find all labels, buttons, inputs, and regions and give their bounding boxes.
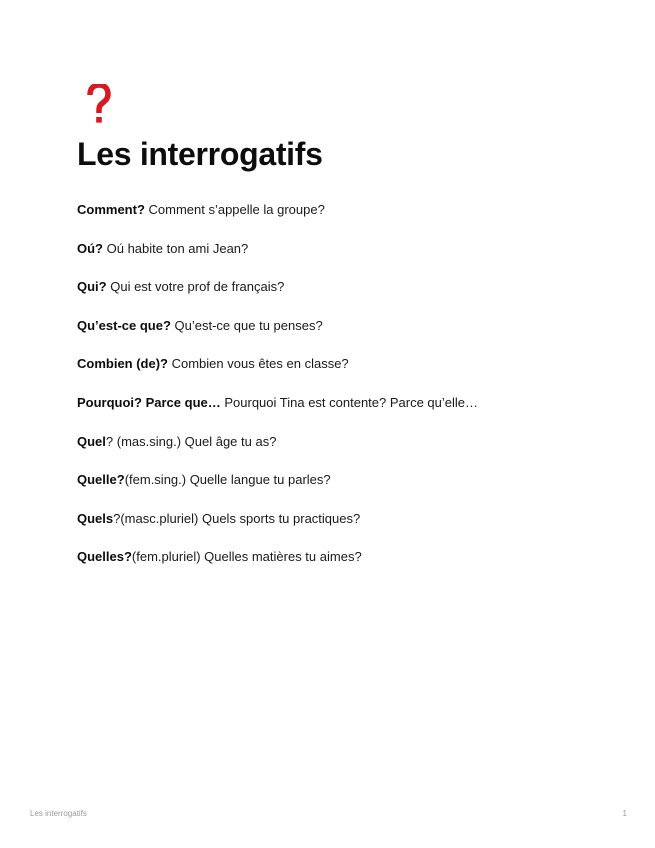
interrogative-term: Quel: [77, 433, 106, 449]
page-number: 1: [622, 809, 627, 818]
interrogative-term: Oú?: [77, 240, 103, 256]
example-sentence: Qui est votre prof de français?: [106, 279, 285, 295]
interrogative-term: Qu’est-ce que?: [77, 317, 171, 333]
list-item: [77, 202, 617, 241]
page-title: Les interrogatifs: [77, 136, 323, 172]
list-item: [77, 395, 617, 434]
interrogative-term: Quels: [77, 510, 114, 526]
list-item: [77, 549, 617, 588]
list-item: [77, 434, 617, 473]
red-question-mark-icon: [84, 84, 112, 128]
example-sentence: Combien vous êtes en classe?: [168, 356, 349, 372]
interrogative-term: Pourquoi? Parce que…: [77, 394, 221, 410]
example-sentence: Comment s’appelle la groupe?: [144, 202, 325, 217]
interrogative-term: Quelles?: [77, 549, 132, 565]
example-sentence: ?(masc.pluriel) Quels sports tu practiques?: [113, 510, 361, 526]
list-item: [77, 356, 617, 395]
example-sentence: Oú habite ton ami Jean?: [103, 240, 249, 256]
example-sentence: Pourquoi Tina est contente? Parce qu’elle…: [220, 394, 479, 410]
interrogative-term: Quelle?: [77, 472, 125, 488]
example-sentence: ? (mas.sing.) Quel âge tu as?: [105, 433, 277, 449]
list-item: [77, 279, 617, 318]
example-sentence: Qu’est-ce que tu penses?: [170, 317, 323, 333]
list-item: [77, 472, 617, 511]
interrogative-term: Qui?: [77, 279, 107, 295]
list-item: [77, 318, 617, 357]
interrogative-term: Combien (de)?: [77, 356, 168, 372]
example-sentence: (fem.sing.) Quelle langue tu parles?: [124, 472, 331, 488]
footer-title: Les interrogatifs: [30, 809, 87, 818]
example-sentence: (fem.pluriel) Quelles matières tu aimes?: [131, 549, 362, 565]
list-item: [77, 511, 617, 550]
interrogative-term: Comment?: [77, 202, 145, 217]
list-item: [77, 241, 617, 280]
interrogatives-list: [77, 202, 617, 588]
